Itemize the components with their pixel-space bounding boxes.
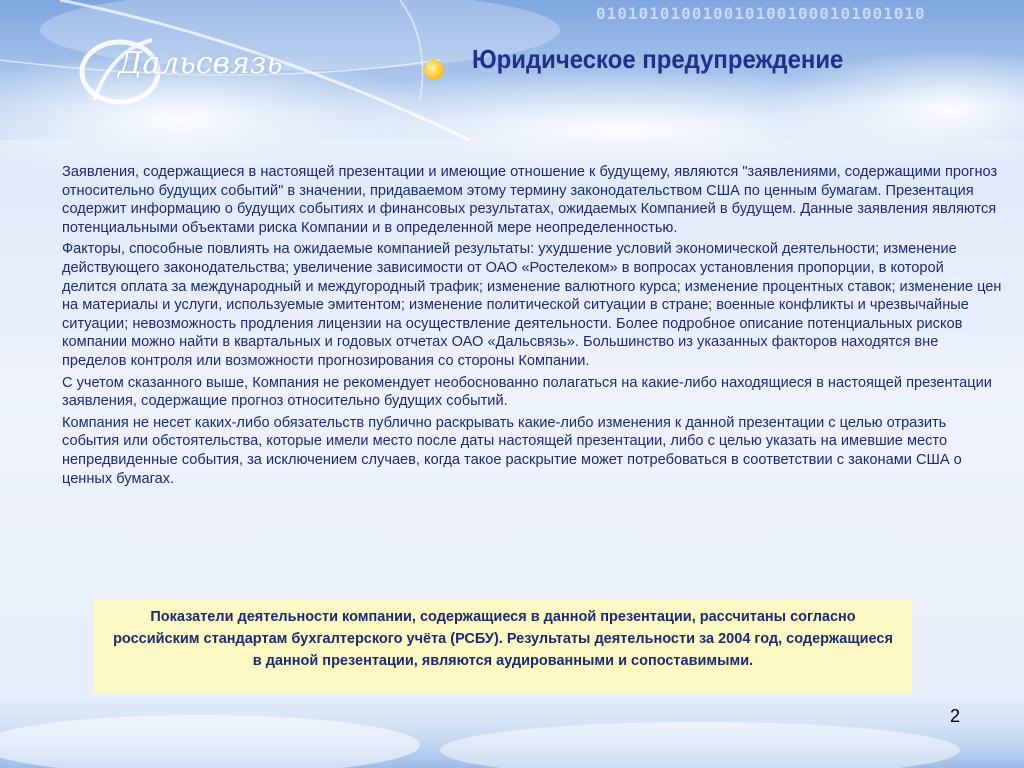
paragraph-no-obligation: Компания не несет каких-либо обязательств публично раскрывать какие-либо изменения к данной презентации с целью отразить события или обстоятельства, которые имели место после даты настоящей презентации, либо с целью указать на имевшие место непредвиденные события, за исключением случаев, когда такое раскрытие может потребоваться в соответствии с законами США о ценных бумагах. [62,414,962,487]
disclaimer-body [62,163,1002,491]
accounting-note: Показатели деятельности компании, содержащиеся в данной презентации, рассчитаны согласно российским стандартам бухгалтерского учёта (РСБУ). Результаты деятельности за 2004 год, содержащиеся в данной презентации, являются аудированными и сопоставимыми. [94,600,912,694]
paragraph-forward-looking: Заявления, содержащиеся в настоящей презентации и имеющие отношение к будущему, являются "заявлениями, содержащими прогноз относительно будущих событий" в значении, придаваемом этому термину законодательством США по ценным бумагам. Презентация содержит информацию о будущих событиях и финансовых результатах, ожидаемых Компанией в будущем. Данные заявления являются потенциальными объектами риска Компании и в определенной мере неопределенностью. [62,164,998,236]
paragraph-risk-factors: Факторы, способные повлиять на ожидаемые компанией результаты: ухудшение условий экономической деятельности; изменение действующего законодательства; увеличение зависимости от ОАО «Ростелеком» в вопросах установления пропорции, в которой делится оплата за международный и междугородный трафик; изменение валютного курса; изменение процентных ставок; изменение цен на материалы и услуги, используемые эмитентом; изменение политической ситуации в стране; военные конфликты и чрезвычайные ситуации; невозможность продления лицензии на осуществление деятельности. Более подробное описание потенциальных рисков компании можно найти в квартальных и годовых отчетах ОАО «Дальсвязь». Большинство из указанных факторов находятся вне пределов контроля или возможности прогнозирования со стороны Компании. [62,241,1002,369]
paragraph-reliance: С учетом сказанного выше, Компания не рекомендует необоснованно полагаться на какие-либо находящиеся в настоящей презентации заявления, содержащие прогноз относительно будущих событий. [62,374,992,410]
brand-logo-text: Дальсвязь [118,46,283,81]
orb-icon [424,60,444,80]
binary-decoration: 0101010100100101001000101001010 [596,4,926,23]
page-number: 2 [950,706,961,726]
slide-title: Юридическое предупреждение [472,44,844,74]
